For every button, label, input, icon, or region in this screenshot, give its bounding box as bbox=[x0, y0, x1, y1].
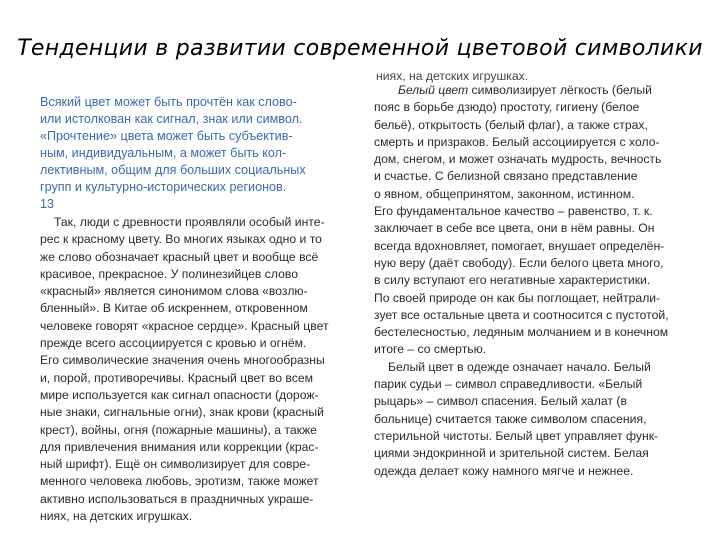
paragraph-line-rest: символизирует лёгкость (белый bbox=[468, 83, 652, 97]
paragraph-line: красивое, прекрасное. У полинезийцев слово bbox=[40, 266, 298, 281]
quote-line: групп и культурно-исторических регионов. bbox=[40, 180, 287, 194]
paragraph-line: рыцарь» – символ спасения. Белый халат (в bbox=[374, 394, 627, 409]
quote-line: Всякий цвет может быть прочтён как слово- bbox=[40, 95, 297, 109]
paragraph-line: парик судьи – символ справедливости. «Белый bbox=[374, 377, 643, 392]
paragraph-line: Его фундаментальное качество – равенство, т. к. bbox=[374, 204, 653, 219]
right-page-scan bbox=[362, 64, 700, 514]
paragraph-line: бельё), открытость (белый флаг), а также страх, bbox=[374, 117, 648, 132]
paragraph-line: Так, люди с древности проявляли особый инте- bbox=[54, 215, 325, 229]
paragraph-line: заключает в себе все цвета, они в нём равны. Он bbox=[374, 221, 655, 236]
paragraph-line: итоге – со смертью. bbox=[374, 342, 487, 357]
quote-line: лективным, общим для больших социальных bbox=[40, 163, 306, 177]
paragraph-line: прежде всего ассоциируется с кровью и огнём. bbox=[40, 336, 307, 351]
left-page-scan bbox=[24, 64, 347, 524]
paragraph-line: для привлечения внимания или коррекции (крас- bbox=[40, 439, 319, 454]
footnote-number: 13 bbox=[40, 197, 55, 211]
paragraph-line: крест), войны, огня (пожарные машины), а также bbox=[40, 422, 317, 437]
paragraph-line: ную веру (даёт свободу). Если белого цвета много, bbox=[374, 255, 664, 270]
paragraph-line: стерильной чистоты. Белый цвет управляет функ- bbox=[374, 428, 659, 443]
paragraph-line: мире используется как сигнал опасности (дорож- bbox=[40, 387, 319, 402]
paragraph-first-line bbox=[374, 82, 669, 99]
quote-line: или истолкован как сигнал, знак или символ. bbox=[40, 112, 303, 126]
red-color-text bbox=[40, 214, 329, 525]
paragraph-line: менного человека любовь, эротизм, также может bbox=[40, 474, 319, 489]
paragraph-line: циями эндокринной и зрительной систем. Белая bbox=[374, 446, 649, 461]
emphasis-term: Белый цвет bbox=[398, 83, 469, 97]
paragraph-line: смерть и призраков. Белый ассоциируется с холо- bbox=[374, 134, 660, 149]
paragraph-line: бестелесностью, ледяным молчанием и в конечном bbox=[374, 325, 669, 340]
paragraph-line: всегда вдохновляет, помогает, внушает определён- bbox=[374, 238, 665, 253]
paragraph-line: активно использоваться в праздничных украше- bbox=[40, 491, 314, 506]
paragraph-line: одежда делает кожу намного мягче и нежнее. bbox=[374, 463, 634, 478]
paragraph-line: же слово обозначает красный цвет и вообще всё bbox=[40, 249, 319, 264]
paragraph-line: По своей природе он как бы поглощает, нейтрали- bbox=[374, 290, 661, 305]
slide-title: Тенденции в развитии современной цветовой символики bbox=[17, 36, 703, 61]
paragraph-line: дом, снегом, и может означать мудрость, вечность bbox=[374, 152, 662, 167]
cut-off-line: ниях, на детских игрушках. bbox=[376, 69, 529, 83]
paragraph-line: ные знаки, сигнальные огни), знак крови (красный bbox=[40, 405, 324, 420]
paragraph-line: рес к красному цвету. Во многих языках одно и то bbox=[40, 232, 322, 247]
quote-block bbox=[40, 94, 306, 213]
quote-line: «Прочтение» цвета может быть субъектив- bbox=[40, 129, 293, 143]
paragraph-line: пояс в борьбе дзюдо) простоту, гигиену (белое bbox=[374, 100, 640, 115]
paragraph-line: в силу вступают его негативные характеристики. bbox=[374, 273, 651, 288]
paragraph-line: и, порой, противоречивы. Красный цвет во всем bbox=[40, 370, 313, 385]
paragraph-line: человеке говорят «красное сердце». Красный цвет bbox=[40, 318, 329, 333]
paragraph-line: ный шрифт). Ещё он символизирует для совре- bbox=[40, 457, 311, 472]
paragraph-line: ниях, на детских игрушках. bbox=[40, 509, 193, 524]
paragraph-line: и счастье. С белизной связано представление bbox=[374, 169, 638, 184]
paragraph-line: о явном, общепринятом, законном, истинном. bbox=[374, 186, 635, 201]
paragraph-line: бленный». В Китае об искреннем, откровенном bbox=[40, 301, 308, 316]
paragraph-line: зует все остальные цвета и соотносится с пустотой, bbox=[374, 307, 669, 322]
paragraph-line: больнице) считается также символом спасения, bbox=[374, 411, 647, 426]
quote-line: ным, индивидуальным, а может быть кол- bbox=[40, 146, 287, 160]
white-color-text bbox=[374, 82, 669, 480]
paragraph-line: Его символические значения очень многообразны bbox=[40, 353, 325, 368]
paragraph-line: «красный» является синонимом слова «возлю- bbox=[40, 284, 308, 299]
paragraph-line: Белый цвет в одежде означает начало. Белый bbox=[388, 359, 651, 374]
